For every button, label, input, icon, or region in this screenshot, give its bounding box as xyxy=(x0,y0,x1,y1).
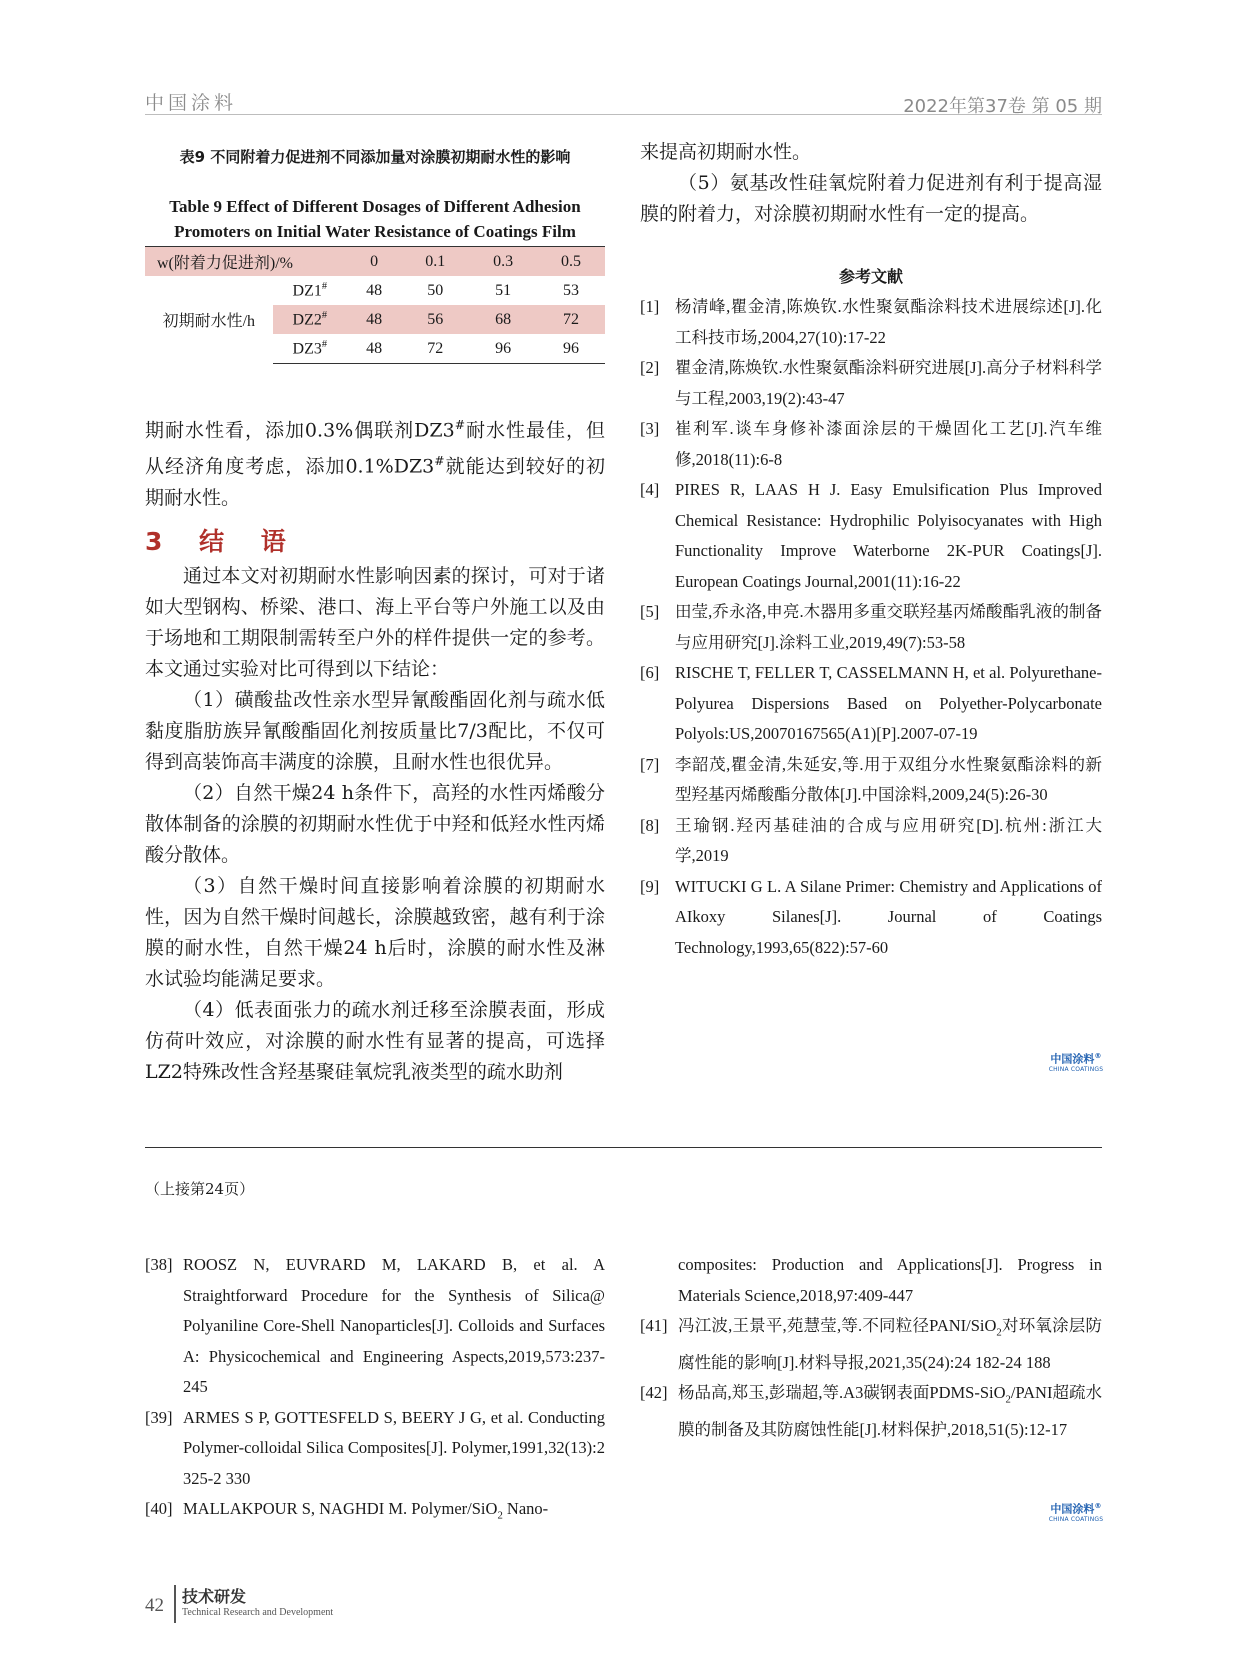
reference-text: 对环氧涂层防腐性能的影响[J].材料导报,2021,35(24):24 182-24 188 xyxy=(678,1316,1103,1372)
table-cell: 72 xyxy=(537,305,605,334)
reference-item: composites: Production and Applications[J]. Progress in Materials Science,2018,97:409-447 xyxy=(678,1255,1102,1305)
reference-text: PIRES R, LAAS H J. Easy Emulsification Plus Improved Chemical Resistance: Hydrophilic Polyisocyanates with High Functionality Improve Waterborne 2K-PUR Coatings[J]. European Coatings Journal,2001(11):16-22 xyxy=(675,480,1102,591)
continued-label: （上接第24页） xyxy=(145,1180,255,1198)
paragraph: 来提高初期耐水性。 xyxy=(640,141,812,163)
reference-number: [8] xyxy=(640,815,660,835)
row-mark: # xyxy=(321,309,328,321)
row-group-label: 初期耐水性/h xyxy=(162,313,256,331)
reference-text: 李韶茂,瞿金清,朱延安,等.用于双组分水性聚氨酯涂料的新型羟基丙烯酸酯分散体[J].中国涂料,2009,24(5):26-30 xyxy=(675,754,1102,804)
reference-item xyxy=(640,353,1102,414)
row-name-text: DZ1 xyxy=(292,282,322,300)
right-column-text xyxy=(640,137,1102,230)
table-row xyxy=(145,276,605,305)
row-name-text: DZ3 xyxy=(292,340,322,358)
reference-text: /PANI超疏水膜的制备及其防腐蚀性能[J].材料保护,2018,51(5):12-17 xyxy=(678,1383,1103,1440)
superscript: # xyxy=(434,454,445,469)
china-coatings-logo xyxy=(1036,1050,1116,1074)
reference-item xyxy=(640,475,1102,597)
reference-number: [3] xyxy=(640,419,660,438)
table-cell: 48 xyxy=(347,305,401,334)
reference-number: [42] xyxy=(640,1383,668,1403)
table-cell: 56 xyxy=(401,305,469,334)
reference-number: [5] xyxy=(640,602,660,621)
reference-text: 杨清峰,瞿金清,陈焕钦.水性聚氨酯涂料技术进展综述[J].化工科技市场,2004,27(10):17-22 xyxy=(675,297,1102,347)
reference-number: [38] xyxy=(145,1255,173,1274)
logo-mark: ® xyxy=(1094,1051,1102,1060)
reference-item xyxy=(145,1403,605,1495)
paragraph: （5）氨基改性硅氧烷附着力促进剂有利于提高湿膜的附着力，对涂膜初期耐水性有一定的提高。 xyxy=(640,172,1102,225)
section-divider xyxy=(145,1147,1102,1148)
reference-text: 崔利军.谈车身修补漆面涂层的干燥固化工艺[J].汽车维修,2018(11):6-8 xyxy=(675,419,1102,469)
reference-number: [4] xyxy=(640,480,660,499)
superscript: # xyxy=(454,418,466,432)
table-cell: 53 xyxy=(563,281,580,299)
reference-item xyxy=(640,811,1102,872)
reference-text: ROOSZ N, EUVRARD M, LAKARD B, et al. A Straightforward Procedure for the Synthesis of Silica@ Polyaniline Core-Shell Nanoparticles[J]. Colloids and Surfaces A: Physicochemical and Engineering Aspects,2019,573:237-245 xyxy=(183,1255,605,1396)
reference-number: [39] xyxy=(145,1407,173,1427)
subscript: 2 xyxy=(497,1509,503,1522)
section-name-en: Technical Research and Development xyxy=(182,1607,334,1618)
reference-item xyxy=(640,414,1102,475)
continued-references-right xyxy=(640,1250,1102,1446)
reference-number: [1] xyxy=(640,297,660,316)
table-cell: 72 xyxy=(401,334,469,364)
table-caption-en: Table 9 Effect of Different Dosages of Different Adhesion Promoters on Initial Water Resistance of Coatings Film xyxy=(169,197,581,241)
paragraph: （4）低表面张力的疏水剂迁移至涂膜表面，形成仿荷叶效应，对涂膜的耐水性有显著的提高，可选择LZ2特殊改性含羟基聚硅氧烷乳液类型的疏水助剂 xyxy=(145,999,605,1083)
footer-divider xyxy=(174,1585,176,1623)
continued-references-left xyxy=(145,1250,605,1531)
subscript: 2 xyxy=(996,1326,1002,1339)
table-header-cell: 0.5 xyxy=(537,247,605,277)
reference-item xyxy=(640,597,1102,658)
table-cell: 68 xyxy=(469,305,537,334)
table-header-cell: 0 xyxy=(347,247,401,277)
logo-text-cn xyxy=(1036,1050,1116,1066)
reference-item xyxy=(640,1311,1102,1378)
section-name-cn: 技术研发 xyxy=(182,1587,247,1606)
reference-text: Nano- xyxy=(502,1499,549,1518)
reference-item xyxy=(640,292,1102,353)
logo-cn: 中国涂料 xyxy=(1050,1502,1095,1516)
text-run: 耐水性最佳，但从经济角度考虑，添加0.1%DZ3 xyxy=(145,419,605,478)
table-header-cell: 0.1 xyxy=(401,247,469,277)
logo-cn: 中国涂料 xyxy=(1050,1052,1095,1066)
reference-text: 王瑜钢.羟丙基硅油的合成与应用研究[D].杭州:浙江大学,2019 xyxy=(675,815,1102,865)
reference-text: 冯江波,王景平,苑慧莹,等.不同粒径PANI/SiO xyxy=(678,1316,997,1335)
reference-number: [7] xyxy=(640,754,660,774)
row-mark: # xyxy=(321,280,328,292)
paragraph xyxy=(145,410,605,514)
reference-text: 杨品高,郑玉,彭瑞超,等.A3碳钢表面PDMS-SiO xyxy=(678,1383,1006,1403)
reference-number: [2] xyxy=(640,358,660,377)
text-run: 就能达到较好的初期耐水性。 xyxy=(145,455,605,509)
row-name xyxy=(273,305,347,334)
header-rule xyxy=(145,114,1102,115)
reference-text: WITUCKI G L. A Silane Primer: Chemistry and Applications of AIkoxy Silanes[J]. Journal of Coatings Technology,1993,65(822):57-60 xyxy=(675,876,1102,957)
table-cell: 51 xyxy=(495,281,512,299)
references-title: 参考文献 xyxy=(838,267,903,286)
table-cell: 50 xyxy=(427,281,444,299)
table-header-label: w(附着力促进剂)/% xyxy=(145,247,347,277)
reference-text: ARMES S P, GOTTESFELD S, BEERY J G, et al. Conducting Polymer-colloidal Silica Composites[J]. Polymer,1991,32(13):2 325-2 330 xyxy=(183,1407,605,1488)
paragraph: （3）自然干燥时间直接影响着涂膜的初期耐水性，因为自然干燥时间越长，涂膜越致密，越有利于涂膜的耐水性，自然干燥24 h后时，涂膜的耐水性及淋水试验均能满足要求。 xyxy=(145,875,605,990)
reference-text: MALLAKPOUR S, NAGHDI M. Polymer/SiO xyxy=(183,1499,498,1518)
reference-item xyxy=(145,1250,605,1403)
logo-text-cn xyxy=(1036,1500,1116,1516)
section-3-body xyxy=(145,561,605,1088)
row-name-text: DZ2 xyxy=(292,311,322,329)
table-cell: 96 xyxy=(469,334,537,364)
reference-text: RISCHE T, FELLER T, CASSELMANN H, et al. Polyurethane-Polyurea Dispersions Based on Polyether-Polycarbonate Polyols:US,20070167565(A1)[P].2007-07-19 xyxy=(675,663,1102,743)
reference-item xyxy=(640,658,1102,750)
table-cell: 96 xyxy=(537,334,605,364)
table-9 xyxy=(145,246,605,364)
reference-item xyxy=(640,750,1102,811)
issue-info: 2022年第37卷 第 05 期 xyxy=(903,96,1102,117)
section-title: 3 结 语 xyxy=(145,527,300,556)
table-cell: 48 xyxy=(366,281,383,299)
reference-number: [9] xyxy=(640,876,660,896)
reference-item xyxy=(640,872,1102,964)
subscript: 2 xyxy=(1005,1393,1011,1406)
paragraph: （1）磺酸盐改性亲水型异氰酸酯固化剂与疏水低黏度脂肪族异氰酸酯固化剂按质量比7/3配比，不仅可得到高装饰高丰满度的涂膜，且耐水性也很优异。 xyxy=(145,689,605,773)
row-name xyxy=(273,276,347,305)
reference-number: [6] xyxy=(640,663,660,682)
table-cell: 48 xyxy=(347,334,401,364)
journal-name: 中国涂料 xyxy=(145,92,238,114)
reference-item xyxy=(640,1378,1102,1445)
reference-text: 瞿金清,陈焕钦.水性聚氨酯涂料研究进展[J].高分子材料科学与工程,2003,19(2):43-47 xyxy=(675,358,1102,408)
row-name xyxy=(273,334,347,364)
page-number: 42 xyxy=(145,1595,164,1616)
logo-mark: ® xyxy=(1094,1501,1102,1510)
paragraph: （2）自然干燥24 h条件下，高羟的水性丙烯酸分散体制备的涂膜的初期耐水性优于中羟和低羟水性丙烯酸分散体。 xyxy=(145,782,605,866)
logo-text-en: CHINA COATINGS xyxy=(1048,1065,1104,1073)
reference-number: [40] xyxy=(145,1499,173,1518)
paragraph-after-table xyxy=(145,410,605,514)
reference-list xyxy=(640,292,1102,963)
table-header-cell: 0.3 xyxy=(469,247,537,277)
row-mark: # xyxy=(321,338,328,350)
table-caption-cn: 表9 不同附着力促进剂不同添加量对涂膜初期耐水性的影响 xyxy=(179,148,571,166)
reference-text: 田莹,乔永洛,申亮.木器用多重交联羟基丙烯酸酯乳液的制备与应用研究[J].涂料工业,2019,49(7):53-58 xyxy=(675,602,1102,652)
table-header-row xyxy=(145,247,605,277)
paragraph: 通过本文对初期耐水性影响因素的探讨，可对于诸如大型钢构、桥梁、港口、海上平台等户外施工以及由于场地和工期限制需转至户外的样件提供一定的参考。本文通过实验对比可得到以下结论： xyxy=(145,565,605,680)
china-coatings-logo xyxy=(1036,1500,1116,1524)
reference-number: [41] xyxy=(640,1316,668,1335)
reference-item xyxy=(145,1494,605,1531)
logo-text-en: CHINA COATINGS xyxy=(1048,1515,1104,1523)
text-run: 期耐水性看，添加0.3%偶联剂DZ3 xyxy=(145,419,455,442)
